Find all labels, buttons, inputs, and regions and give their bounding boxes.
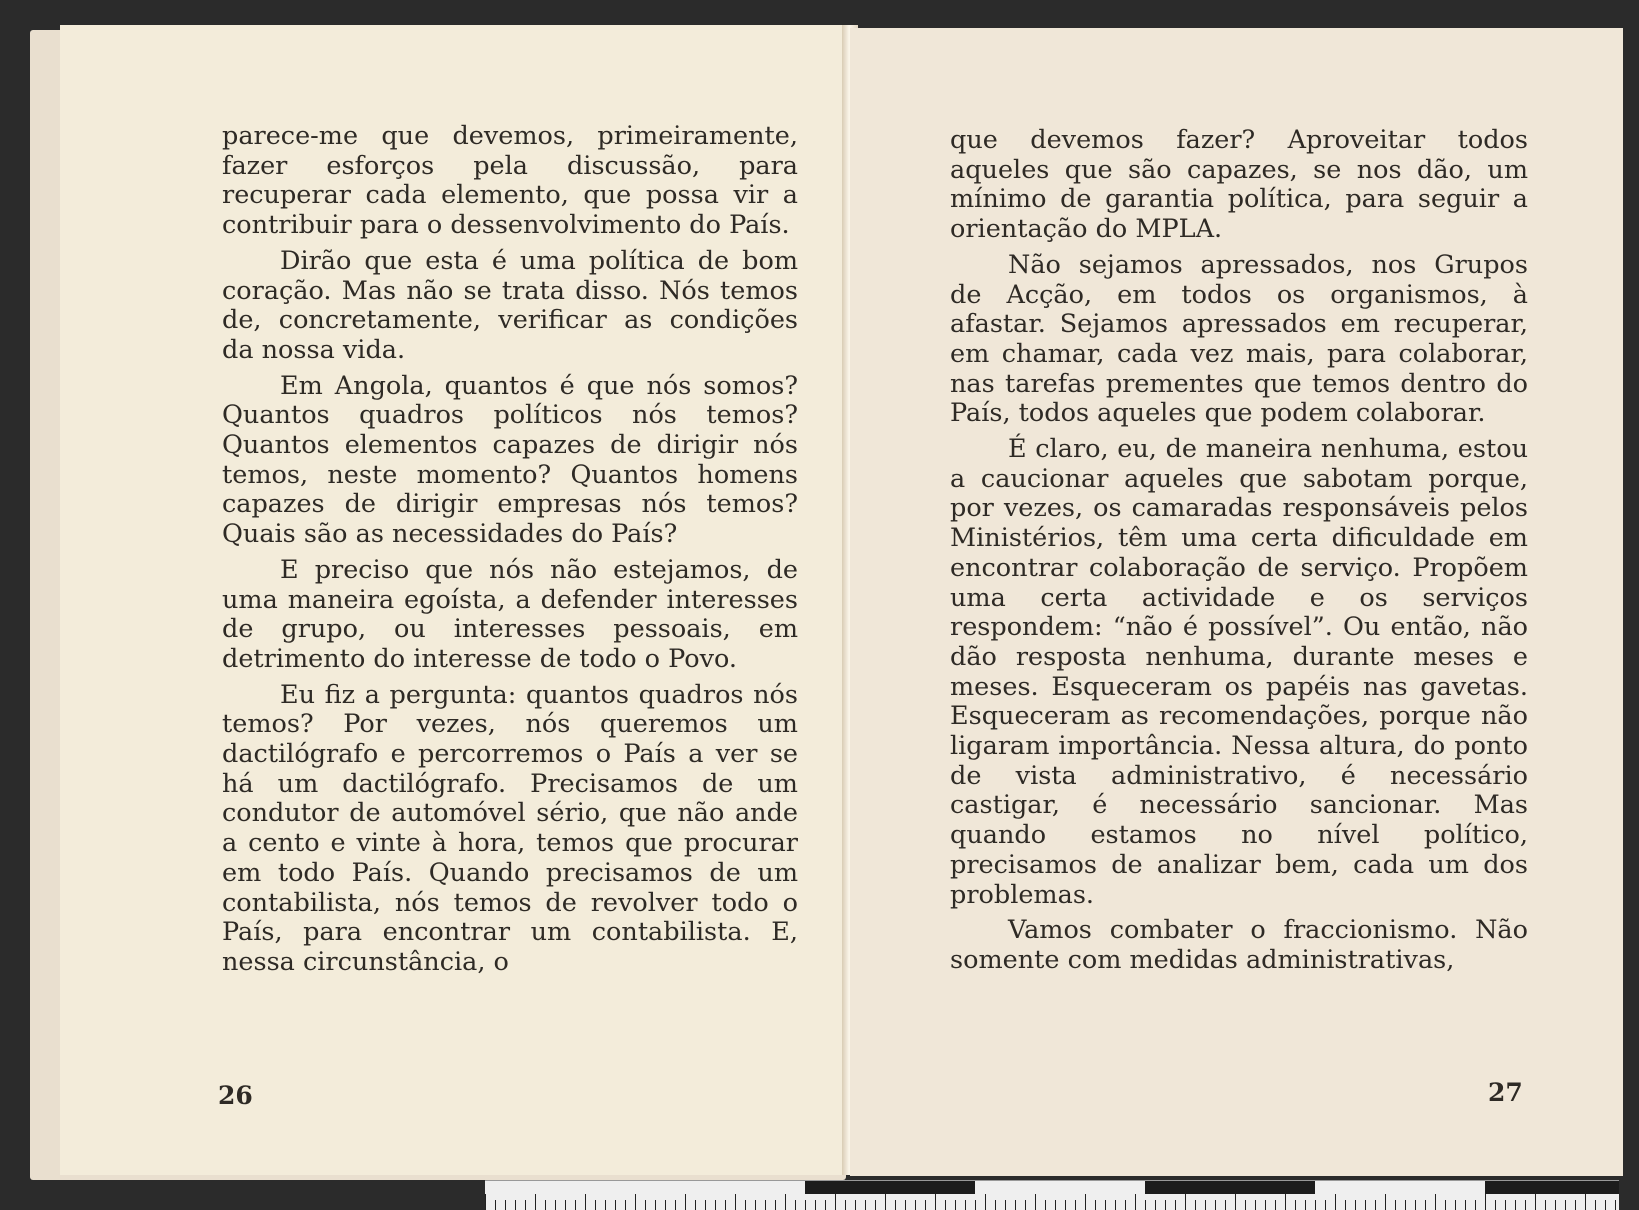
paragraph: Eu fiz a pergunta: quantos quadros nós temos? Por vezes, nós queremos um dactilógrafo e percorremos o País a ver se há um dactilógrafo. Precisamos de um condutor de automóvel sério, que não ande a cento e vinte à hora, temos que procurar em todo País. Quando precisamos de um contabilista, nós temos de revolver todo o País, para encontrar um contabilista. E, nessa circunstância, o (222, 679, 798, 977)
ruler-segment (1145, 1181, 1315, 1194)
paragraph: Vamos combater o fraccionismo. Não somente com medidas administrativas, (950, 915, 1528, 975)
paragraph: parece-me que devemos, primeiramente, fazer esforços pela discussão, para recuperar cada elemento, que possa vir a contribuir para o dessenvolvimento do País. (222, 121, 798, 241)
paragraph: que devemos fazer? Aproveitar todos aqueles que são capazes, se nos dão, um mínimo de garantia política, para seguir a orientação do MPLA. (950, 125, 1528, 245)
page-number-right: 27 (1488, 1078, 1523, 1107)
paragraph: Em Angola, quantos é que nós somos? Quantos quadros políticos nós temos? Quantos elementos capazes de dirigir nós temos, neste momento? Quantos homens capazes de dirigir empresas nós temos? Quais são as necessidades do País? (222, 370, 798, 550)
left-page-text (222, 122, 798, 984)
right-page-text (950, 126, 1528, 982)
page-number-left: 26 (218, 1081, 253, 1110)
ruler-ticks (485, 1194, 1619, 1210)
paragraph: E preciso que nós não estejamos, de uma maneira egoísta, a defender interesses de grupo, ou interesses pessoais, em detrimento do interesse de todo o Povo. (222, 554, 798, 674)
left-page (60, 25, 850, 1175)
paragraph: É claro, eu, de maneira nenhuma, estou a caucionar aqueles que sabotam porque, por vezes, os camaradas responsáveis pelos Ministérios, têm uma certa dificuldade em encontrar colaboração de serviço. Propõem uma certa actividade e os serviços respondem: “não é possível”. Ou então, não dão resposta nenhuma, durante meses e meses. Esqueceram os papéis nas gavetas. Esqueceram as recomendações, porque não ligaram importância. Nessa altura, do ponto de vista administrativo, é necessário castigar, é necessário sancionar. Mas quando estamos no nível político, precisamos de analizar bem, cada um dos problemas. (950, 434, 1528, 910)
ruler-segment (805, 1181, 975, 1194)
right-page (850, 28, 1623, 1176)
paragraph: Dirão que esta é uma política de bom coração. Mas não se trata disso. Nós temos de, concretamente, verificar as condições da nossa vida. (222, 245, 798, 365)
ruler-segment (1485, 1181, 1619, 1194)
paragraph: Não sejamos apressados, nos Grupos de Acção, em todos os organismos, à afastar. Sejamos apressados em recuperar, em chamar, cada vez mais, para colaborar, nas tarefas prementes que temos dentro do País, todos aqueles que podem colaborar. (950, 249, 1528, 429)
scale-ruler (485, 1180, 1619, 1210)
